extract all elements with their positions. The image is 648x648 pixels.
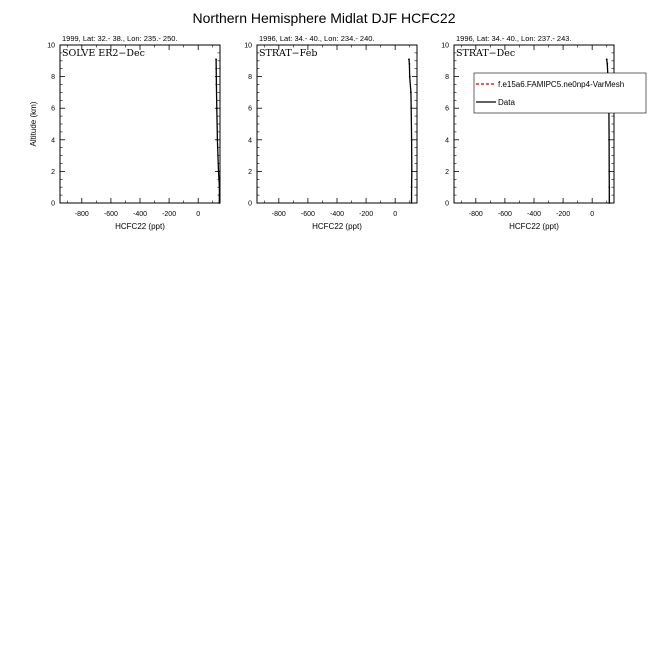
campaign-label: SOLVE ER2−Dec: [62, 48, 145, 59]
y-tick-label: 4: [445, 137, 449, 145]
x-axis-label: HCFC22 (ppt): [312, 222, 362, 231]
x-tick-label: -200: [162, 211, 177, 218]
page-title: Northern Hemisphere Midlat DJF HCFC22: [192, 10, 456, 26]
y-tick-label: 8: [248, 74, 252, 82]
y-tick-label: 10: [47, 42, 55, 50]
legend-entry-label: Data: [498, 98, 515, 107]
x-tick-label: -400: [132, 211, 148, 218]
x-tick-label: -800: [468, 211, 483, 218]
chart-panel-2: [244, 34, 417, 231]
legend: [474, 73, 646, 113]
campaign-label: STRAT−Dec: [456, 48, 516, 59]
y-tick-label: 6: [51, 105, 55, 113]
data-point: [216, 139, 218, 141]
data-point: [215, 58, 217, 60]
x-tick-label: -200: [556, 211, 571, 218]
data-point: [411, 139, 413, 141]
data-point: [408, 58, 410, 60]
chart-panel-3: [441, 34, 646, 231]
x-tick-label: -800: [271, 211, 286, 218]
y-tick-label: 10: [244, 42, 252, 50]
plot-frame: [60, 45, 220, 203]
y-tick-label: 0: [51, 200, 55, 208]
data-point: [608, 139, 610, 141]
y-tick-label: 10: [441, 42, 449, 50]
x-tick-label: -400: [329, 211, 345, 218]
chart-panel-1: [29, 34, 220, 231]
data-point: [608, 171, 610, 173]
x-axis-label: HCFC22 (ppt): [509, 222, 559, 231]
data-point: [219, 194, 221, 196]
x-tick-label: -600: [300, 211, 315, 218]
data-point: [218, 171, 220, 173]
y-axis-label: Altitude (km): [29, 101, 38, 147]
plot-frame: [257, 45, 417, 203]
x-tick-label: 0: [196, 211, 201, 218]
x-tick-label: -600: [103, 211, 118, 218]
y-tick-label: 2: [248, 168, 252, 176]
y-tick-label: 6: [248, 105, 252, 113]
data-point: [409, 76, 411, 78]
y-tick-label: 6: [445, 105, 449, 113]
series-line-data: [216, 59, 219, 203]
x-tick-label: -400: [526, 211, 542, 218]
data-point: [608, 202, 610, 204]
y-tick-label: 2: [445, 168, 449, 176]
data-point: [218, 202, 220, 204]
panel-header: 1999, Lat: 32.- 38., Lon: 235.- 250.: [62, 34, 178, 43]
data-point: [216, 107, 218, 109]
y-tick-label: 0: [248, 200, 252, 208]
data-point: [411, 171, 413, 173]
series-line-data: [409, 59, 412, 203]
x-tick-label: -200: [359, 211, 374, 218]
campaign-label: STRAT−Feb: [259, 48, 318, 59]
x-tick-label: -600: [497, 211, 512, 218]
data-point: [411, 186, 413, 188]
data-point: [606, 63, 608, 65]
legend-entry-label: f.e15a6.FAMIPC5.ne0np4-VarMesh: [498, 80, 625, 89]
panel-header: 1996, Lat: 34.- 40., Lon: 234.- 240.: [259, 34, 375, 43]
data-point: [219, 186, 221, 188]
data-point: [215, 84, 217, 86]
panel-header: 1996, Lat: 34.- 40., Lon: 237.- 243.: [456, 34, 572, 43]
y-tick-label: 4: [51, 137, 55, 145]
x-axis-label: HCFC22 (ppt): [115, 222, 165, 231]
data-point: [608, 186, 610, 188]
data-point: [411, 202, 413, 204]
x-tick-label: 0: [590, 211, 595, 218]
y-tick-label: 4: [248, 137, 252, 145]
y-tick-label: 8: [51, 74, 55, 82]
plot-frame: [454, 45, 614, 203]
x-tick-label: 0: [393, 211, 398, 218]
y-tick-label: 8: [445, 74, 449, 82]
x-tick-label: -800: [74, 211, 89, 218]
data-point: [410, 92, 412, 94]
data-point: [410, 107, 412, 109]
data-point: [409, 63, 411, 65]
y-tick-label: 0: [445, 200, 449, 208]
y-tick-label: 2: [51, 168, 55, 176]
legend-box: [474, 73, 646, 113]
data-point: [215, 68, 217, 70]
data-point: [606, 58, 608, 60]
